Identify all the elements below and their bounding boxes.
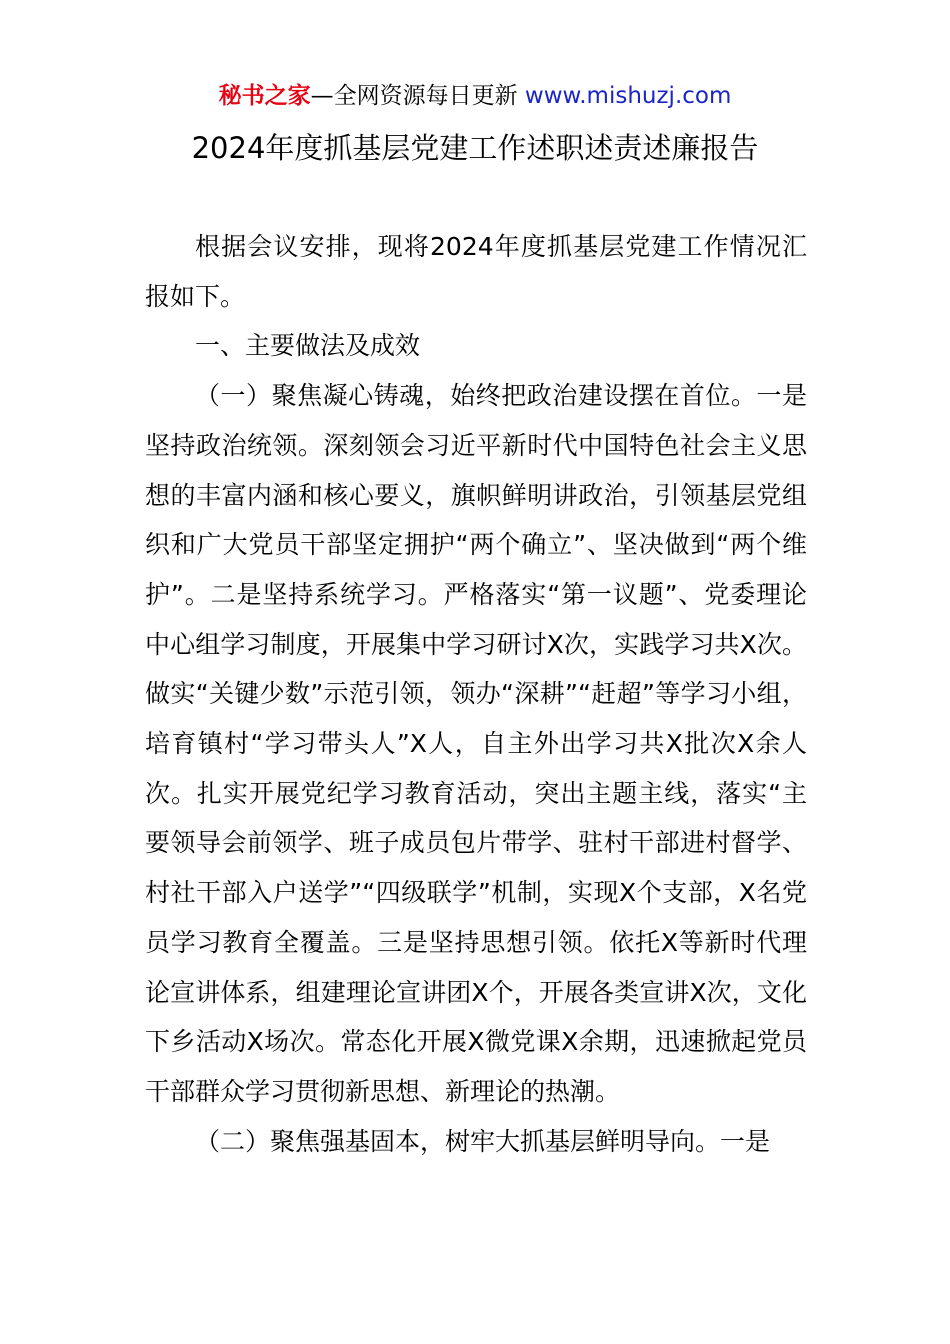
body-paragraph: （二）聚焦强基固本，树牢大抓基层鲜明导向。一是 — [195, 1126, 771, 1156]
intro-paragraph: 根据会议安排，现将2024年度抓基层党建工作情况汇报如下。 — [145, 232, 807, 311]
site-url-link[interactable]: www.mishuzj.com — [524, 83, 732, 109]
site-banner — [0, 80, 950, 112]
document-title: 2024年度抓基层党建工作述职述责述廉报告 — [191, 131, 759, 165]
site-brand-name: 秘书之家 — [218, 83, 311, 109]
site-tagline: —全网资源每日更新 — [310, 83, 525, 109]
document-body — [145, 222, 807, 1166]
body-paragraph: （一）聚焦凝心铸魂，始终把政治建设摆在首位。一是坚持政治统领。深刻领会习近平新时代中国特色社会主义思想的丰富内涵和核心要义，旗帜鲜明讲政治，引领基层党组织和广大党员干部坚定拥护“两个确立”、坚决做到“两个维护”。二是坚持系统学习。严格落实“第一议题”、党委理论中心组学习制度，开展集中学习研讨X次，实践学习共X次。做实“关键少数”示范引领，领办“深耕”“赶超”等学习小组，培育镇村“学习带头人”X人，自主外出学习共X批次X余人次。扎实开展党纪学习教育活动，突出主题主线，落实“主要领导会前领学、班子成员包片带学、驻村干部进村督学、村社干部入户送学”“四级联学”机制，实现X个支部，X名党员学习教育全覆盖。三是坚持思想引领。依托X等新时代理论宣讲体系，组建理论宣讲团X个，开展各类宣讲X次，文化下乡活动X场次。常态化开展X微党课X余期，迅速掀起党员干部群众学习贯彻新思想、新理论的热潮。 — [145, 381, 807, 1106]
section-heading: 一、主要做法及成效 — [195, 331, 421, 361]
